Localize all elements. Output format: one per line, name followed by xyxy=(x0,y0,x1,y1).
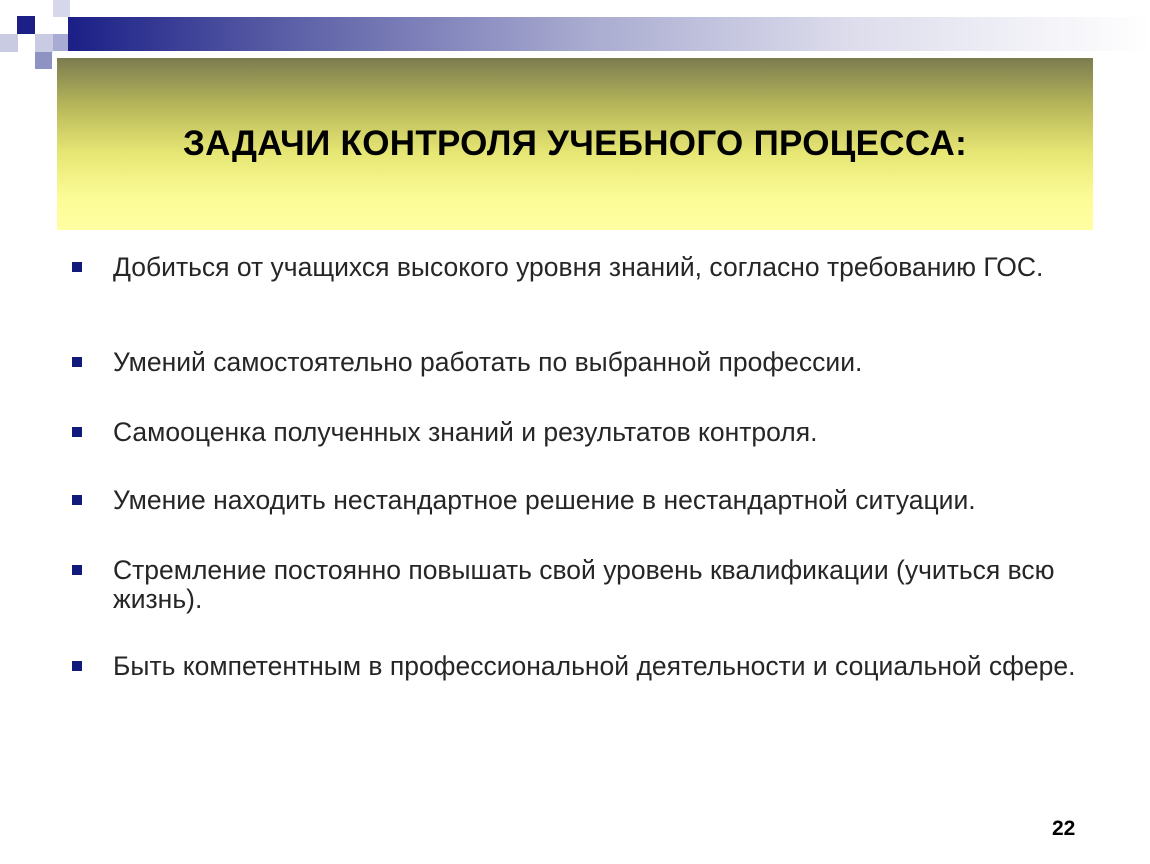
square-bullet-icon xyxy=(72,495,82,505)
page-number: 22 xyxy=(1052,817,1076,840)
bullet-text: Добиться от учащихся высокого уровня знаний, согласно требованию ГОС. xyxy=(113,252,1044,282)
square-bullet-icon xyxy=(72,427,82,437)
square-bullet-icon xyxy=(72,357,82,367)
slide-title: ЗАДАЧИ КОНТРОЛЯ УЧЕБНОГО ПРОЦЕССА: xyxy=(182,124,968,163)
bullet-text: Быть компетентным в профессиональной деятельности и социальной сфере. xyxy=(113,651,1076,681)
square-bullet-icon xyxy=(72,565,82,575)
square-bullet-icon xyxy=(72,661,82,671)
bullet-text: Самооценка полученных знаний и результатов контроля. xyxy=(113,417,818,447)
square-bullet-icon xyxy=(72,262,82,272)
bullet-text: Стремление постоянно повышать свой уровень квалификации (учиться всю жизнь). xyxy=(113,555,1055,614)
bullet-text: Умений самостоятельно работать по выбранной профессии. xyxy=(113,347,863,377)
bullet-text: Умение находить нестандартное решение в нестандартной ситуации. xyxy=(113,485,976,515)
